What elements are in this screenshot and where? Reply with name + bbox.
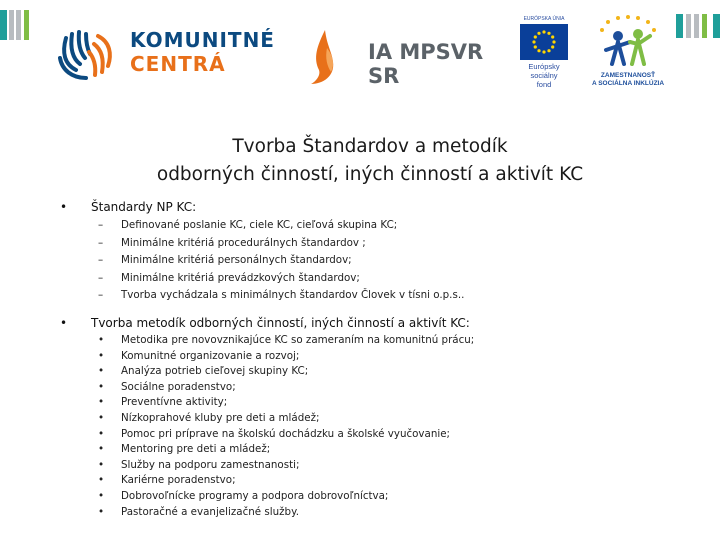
bullet-marker: • [98, 427, 105, 440]
list-item [60, 489, 700, 505]
title-line1: Tvorba Štandardov a metodík [232, 136, 508, 157]
list-item-text: Metodika pre novovznikajúce KC so zameraním na komunitnú prácu; [121, 334, 475, 346]
bullet-marker: • [98, 411, 105, 424]
list-item-text: Kariérne poradenstvo; [121, 474, 236, 487]
dash-marker: – [98, 219, 104, 231]
list-item-text: Minimálne kritériá procedurálnych štandardov ; [121, 236, 366, 249]
ia-logo-text: IA MPSVR SR [368, 40, 484, 88]
bullet-marker: • [98, 505, 105, 518]
dash-marker: – [98, 271, 104, 284]
standards-list [60, 217, 700, 305]
corner-stripe-decoration [24, 10, 29, 40]
corner-stripe-decoration [0, 10, 7, 40]
corner-stripe-decoration [16, 10, 21, 40]
section-methodologies [60, 315, 700, 520]
list-item-text: Pastoračné a evanjelizačné služby. [121, 505, 299, 518]
list-item [60, 333, 700, 349]
bullet-marker: • [98, 489, 105, 502]
list-item-text: Komunitné organizovanie a rozvoj; [121, 349, 300, 362]
dash-marker: – [98, 254, 104, 266]
kc-logo-text [130, 28, 275, 76]
people-stars-icon [588, 14, 668, 70]
list-item [60, 287, 700, 305]
list-item [60, 270, 700, 288]
dash-marker: – [98, 236, 104, 249]
esf-line3: fond [536, 80, 552, 89]
dash-marker: – [98, 289, 104, 301]
bullet-marker: • [98, 334, 105, 346]
section-heading-text: Tvorba metodík odborných činností, iných činností a aktivít KC: [91, 316, 470, 330]
list-item-text: Definované poslanie KC, ciele KC, cieľová skupina KC; [121, 219, 398, 231]
bullet-marker: • [98, 349, 105, 362]
bullet-marker: • [60, 200, 68, 214]
corner-stripe-decoration [686, 14, 691, 38]
bullet-marker: • [60, 316, 68, 330]
list-item [60, 505, 700, 521]
esf-line1: Európsky [528, 62, 560, 71]
list-item-text: Analýza potrieb cieľovej skupiny KC; [121, 365, 309, 378]
list-item-text: Nízkoprahové kluby pre deti a mládež; [121, 411, 320, 424]
list-item [60, 442, 700, 458]
zsi-line1: ZAMESTNANOSŤ [600, 72, 656, 79]
bullet-marker: • [98, 458, 105, 471]
eu-top-text: EURÓPSKA ÚNIA [523, 16, 565, 22]
bullet-marker: • [98, 443, 105, 456]
list-item [60, 395, 700, 411]
corner-stripe-decoration [694, 14, 699, 38]
kc-logo-line1: KOMUNITNÉ [130, 28, 275, 52]
list-item [60, 252, 700, 270]
section-heading-text: Štandardy NP KC: [91, 200, 197, 214]
list-item-text: Sociálne poradenstvo; [121, 380, 236, 393]
zsi-text [588, 72, 668, 88]
list-item-text: Dobrovoľnícke programy a podpora dobrovoľníctva; [121, 489, 389, 502]
bullet-marker: • [98, 380, 105, 393]
esf-line2: sociálny [530, 71, 558, 80]
list-item-text: Mentoring pre deti a mládež; [121, 443, 271, 456]
ia-flame-icon [305, 28, 345, 88]
list-item-text: Pomoc pri príprave na školskú dochádzku a školské vyučovanie; [121, 427, 451, 440]
zsi-line2: A SOCIÁLNA INKLÚZIA [591, 80, 665, 87]
list-item [60, 458, 700, 474]
list-item [60, 349, 700, 365]
list-item-text: Služby na podporu zamestnanosti; [121, 458, 300, 471]
ia-mpsvr-logo [300, 24, 500, 88]
corner-stripe-decoration [702, 14, 707, 38]
list-item [60, 217, 700, 235]
list-item [60, 411, 700, 427]
bullet-marker: • [98, 396, 105, 409]
kc-logo-line2: CENTRÁ [130, 52, 226, 76]
methodologies-list [60, 333, 700, 520]
bullet-marker: • [98, 474, 105, 487]
header [0, 0, 720, 110]
corner-stripe-decoration [713, 14, 720, 38]
bullet-marker: • [98, 365, 105, 378]
title-line2: odborných činností, iných činností a aktivít KC [156, 164, 584, 185]
section-standards [60, 199, 700, 305]
section-heading [60, 199, 700, 215]
list-item-text: Tvorba vychádzala s minimálnych štandardov Človek v tísni o.p.s.. [121, 289, 465, 301]
list-item [60, 427, 700, 443]
list-item [60, 364, 700, 380]
hands-icon [52, 18, 122, 88]
esf-text [520, 62, 568, 89]
list-item-text: Minimálne kritériá prevádzkových štandardov; [121, 271, 360, 284]
slide-title [100, 133, 640, 189]
komunitne-centra-logo [52, 14, 282, 94]
corner-stripe-decoration [676, 14, 683, 38]
eu-esf-logo [519, 16, 569, 88]
corner-stripe-decoration [9, 10, 14, 40]
list-item [60, 380, 700, 396]
list-item-text: Preventívne aktivity; [121, 396, 228, 409]
list-item [60, 235, 700, 253]
eu-flag-icon [520, 24, 568, 60]
section-heading [60, 315, 700, 331]
zamestnanost-inkluzia-logo [588, 14, 668, 94]
list-item-text: Minimálne kritériá personálnych štandardov; [121, 254, 352, 266]
list-item [60, 473, 700, 489]
